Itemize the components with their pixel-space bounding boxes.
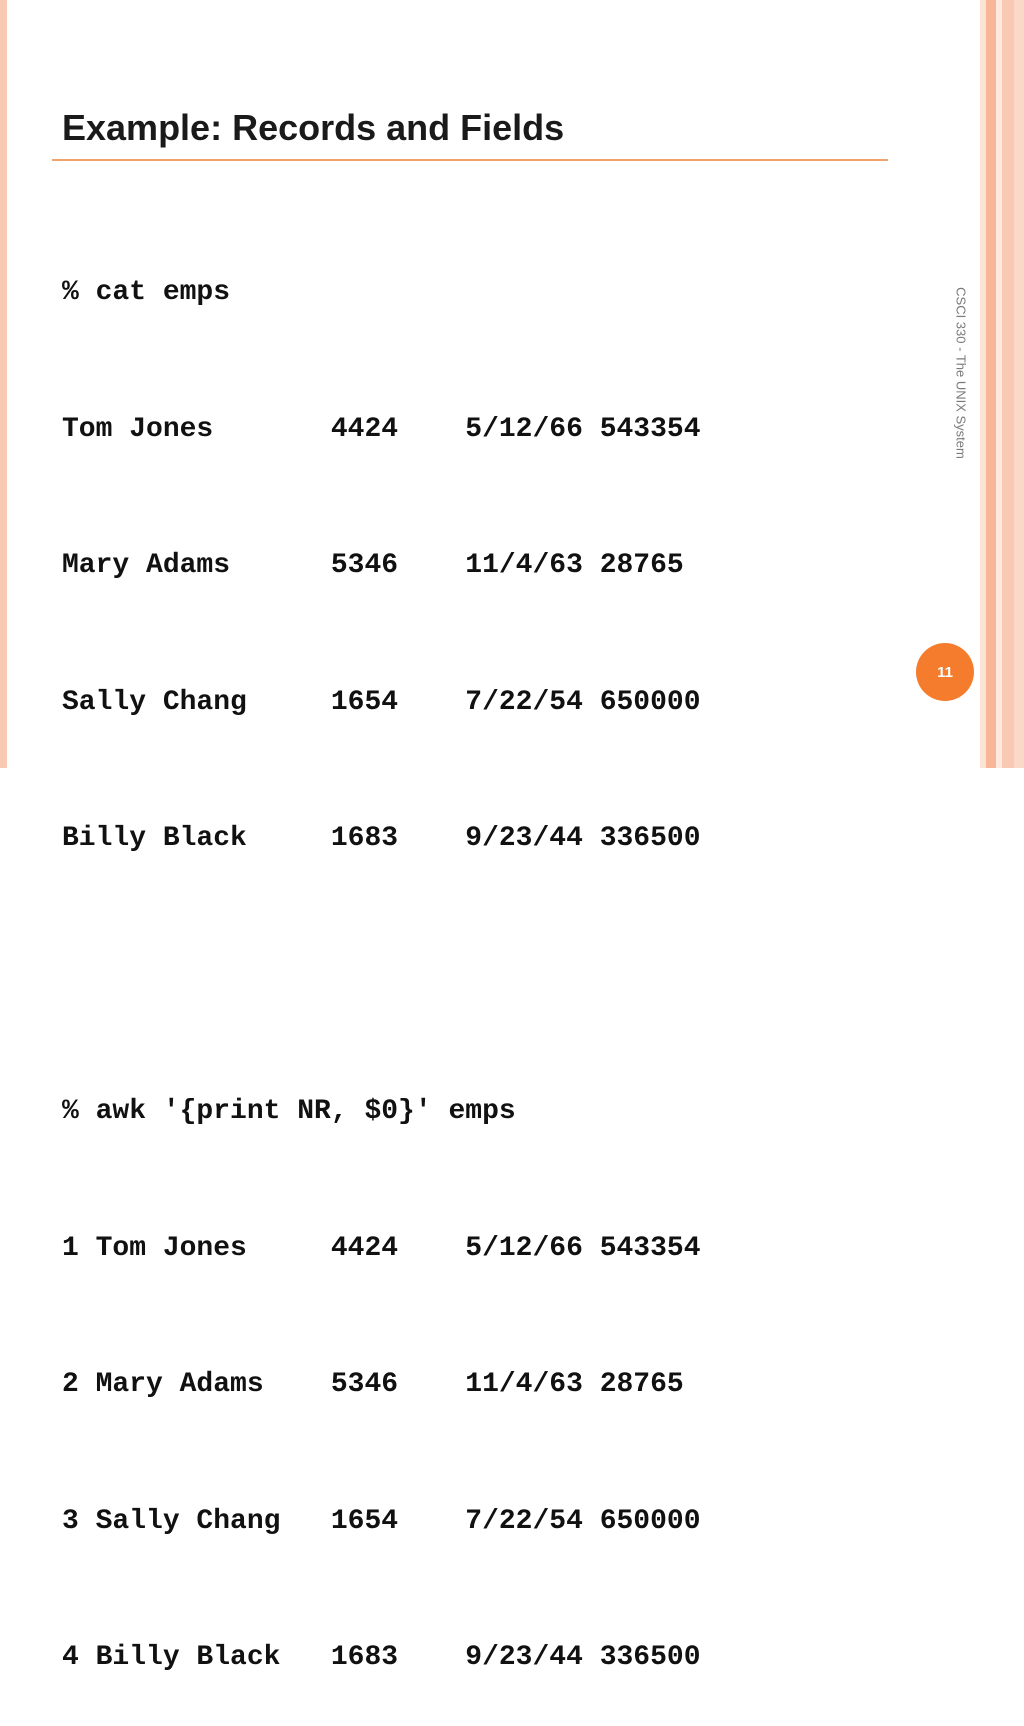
- course-footer: CSCI 330 - The UNIX System: [953, 287, 969, 459]
- code-line: 3 Sally Chang 1654 7/22/54 650000: [62, 1505, 701, 1537]
- title-underline: [52, 159, 888, 161]
- code-line: Mary Adams 5346 11/4/63 28765: [62, 550, 684, 581]
- code-line: 1 Tom Jones 4424 5/12/66 543354: [62, 1232, 701, 1264]
- slide-number-badge: 11: [916, 643, 974, 701]
- code-line-blank: [62, 953, 701, 999]
- code-line: Sally Chang 1654 7/22/54 650000: [62, 686, 701, 718]
- right-stripes-decoration: [980, 0, 1024, 768]
- code-line: 2 Mary Adams 5346 11/4/63 28765: [62, 1369, 684, 1400]
- left-border-decoration: [0, 0, 7, 768]
- code-line: Tom Jones 4424 5/12/66 543354: [62, 413, 701, 445]
- code-line: Billy Black 1683 9/23/44 336500: [62, 823, 701, 854]
- code-line: % awk '{print NR, $0}' emps: [62, 1096, 516, 1127]
- code-line: % cat emps: [62, 277, 231, 308]
- code-line: 4 Billy Black 1683 9/23/44 336500: [62, 1642, 701, 1673]
- slide-title: Example: Records and Fields: [62, 107, 565, 148]
- code-block: [62, 179, 701, 1726]
